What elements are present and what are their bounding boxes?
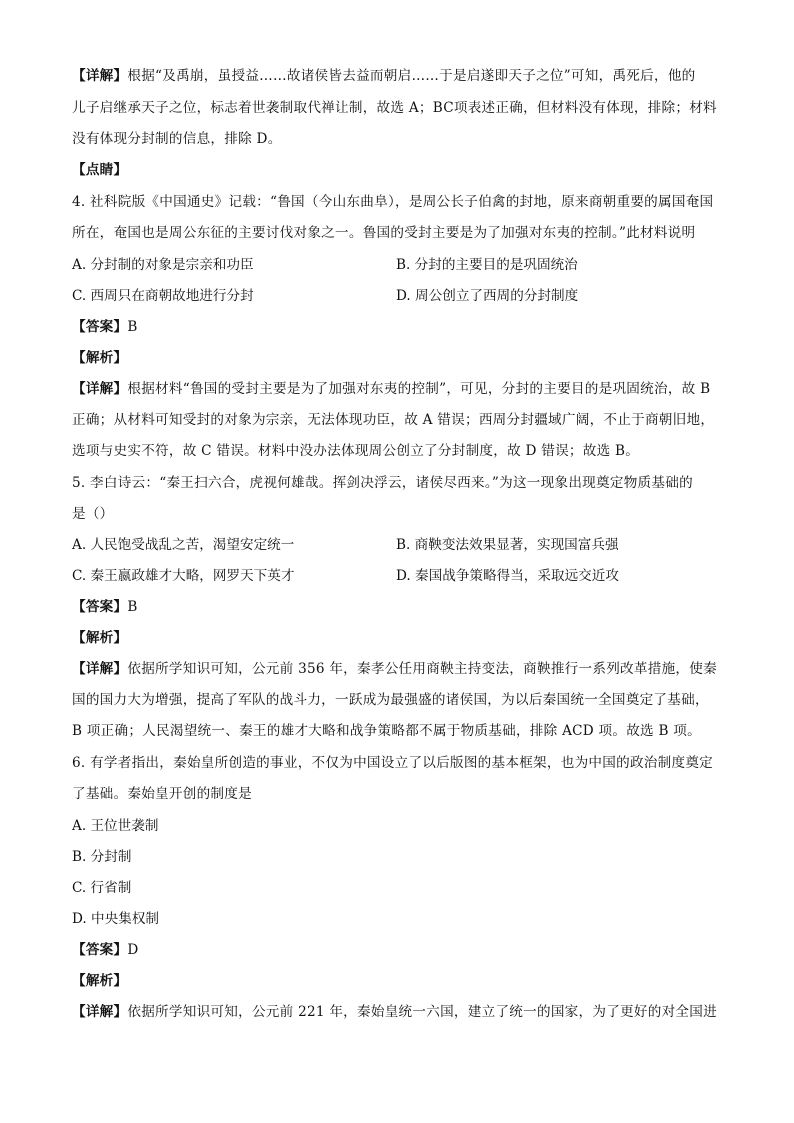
q3-xiangjie-line-3: 没有体现分封制的信息，排除 D。: [72, 131, 282, 147]
answer-value: B: [127, 319, 138, 335]
q5-jiexi-tag: 【解析】: [72, 630, 128, 646]
q6-option-d: D. 中央集权制: [72, 911, 160, 927]
q6-xiangjie-line-1: 【详解】依据所学知识可知，公元前 221 年，秦始皇统一六国，建立了统一的国家，为了更好的对全国进: [72, 1004, 717, 1020]
q4-option-a: A. 分封制的对象是宗亲和功臣: [72, 257, 254, 273]
q5-option-a: A. 人民饱受战乱之苦，渴望安定统一: [72, 537, 295, 553]
q5-option-c: C. 秦王嬴政雄才大略，网罗天下英才: [72, 568, 295, 584]
q3-xiangjie-line-2: 儿子启继承天子之位，标志着世袭制取代禅让制，故选 A；BC项表述正确，但材料没有体现，排除；材料: [72, 100, 717, 116]
answer-tag: 【答案】: [72, 942, 128, 958]
answer-value: B: [127, 599, 138, 615]
q5-xiangjie-line-2: 国的国力大为增强，提高了军队的战斗力，一跃成为最强盛的诸侯国，为以后秦国统一全国奠定了基础，: [72, 692, 709, 708]
q5-xiangjie-line-1: 【详解】依据所学知识可知，公元前 356 年，秦孝公任用商鞅主持变法，商鞅推行一系列改革措施，使秦: [72, 661, 717, 677]
q6-answer: [72, 940, 732, 960]
xiangjie-tag: 【详解】: [72, 1004, 128, 1020]
q4-answer: [72, 317, 732, 337]
q5-answer: [72, 597, 732, 617]
q6-option-c: C. 行省制: [72, 880, 132, 896]
q6-option-b: B. 分封制: [72, 849, 132, 865]
q4-xiangjie-line-3: 选项与史实不符，故 C 错误。材料中没办法体现周公创立了分封制度，故 D 错误；故选 B。: [72, 443, 640, 459]
dianjing-tag: 【点睛】: [72, 162, 128, 178]
q5-option-b: B. 商鞅变法效果显著，实现国富兵强: [396, 537, 619, 553]
q6-option-a: A. 王位世袭制: [72, 818, 159, 834]
q4-stem-line-1: 4. 社科院版《中国通史》记载：“鲁国（今山东曲阜），是周公长子伯禽的封地，原来商朝重要的属国奄国: [72, 194, 714, 210]
q4-option-d: D. 周公创立了西周的分封制度: [396, 288, 579, 304]
q6-jiexi-tag: 【解析】: [72, 973, 128, 989]
q5-xiangjie-line-3: B 项正确；人民渴望统一、秦王的雄才大略和战争策略都不属于物质基础，排除 ACD 项。故选 B 项。: [72, 723, 701, 739]
q5-stem-line-1: 5. 李白诗云：“秦王扫六合，虎视何雄哉。挥剑决浮云，诸侯尽西来。”为这一现象出现奠定物质基础的: [72, 475, 693, 491]
answer-value: D: [127, 942, 139, 958]
q5-option-d: D. 秦国战争策略得当，采取远交近攻: [396, 568, 619, 584]
q6-stem-line-1: 6. 有学者指出，秦始皇所创造的事业，不仅为中国设立了以后版图的基本框架，也为中国的政治制度奠定: [72, 755, 714, 771]
answer-tag: 【答案】: [72, 319, 128, 335]
xiangjie-tag: 【详解】: [72, 381, 128, 397]
xiangjie-tag: 【详解】: [72, 661, 128, 677]
q5-stem-line-2: 是（）: [72, 506, 114, 522]
q3-xiangjie-line-1: 【详解】根据“及禹崩，虽授益……故诸侯皆去益而朝启……于是启遂即天子之位”可知，禹死后，他的: [72, 68, 696, 84]
q4-xiangjie-line-2: 正确；从材料可知受封的对象为宗亲，无法体现功臣，故 A 错误；西周分封疆域广阔，不止于商朝旧地，: [72, 412, 715, 428]
q4-option-b: B. 分封的主要目的是巩固统治: [396, 257, 578, 273]
q4-jiexi-tag: 【解析】: [72, 350, 128, 366]
xiangjie-tag: 【详解】: [72, 68, 128, 84]
answer-tag: 【答案】: [72, 599, 128, 615]
q4-option-c: C. 西周只在商朝故地进行分封: [72, 288, 254, 304]
q6-stem-line-2: 了基础。秦始皇开创的制度是: [72, 786, 252, 802]
q4-xiangjie-line-1: 【详解】根据材料“鲁国的受封主要是为了加强对东夷的控制”，可见，分封的主要目的是巩固统治，故 B: [72, 381, 711, 397]
q4-stem-line-2: 所在，奄国也是周公东征的主要讨伐对象之一。鲁国的受封主要是为了加强对东夷的控制。”此材料说明: [72, 225, 696, 241]
